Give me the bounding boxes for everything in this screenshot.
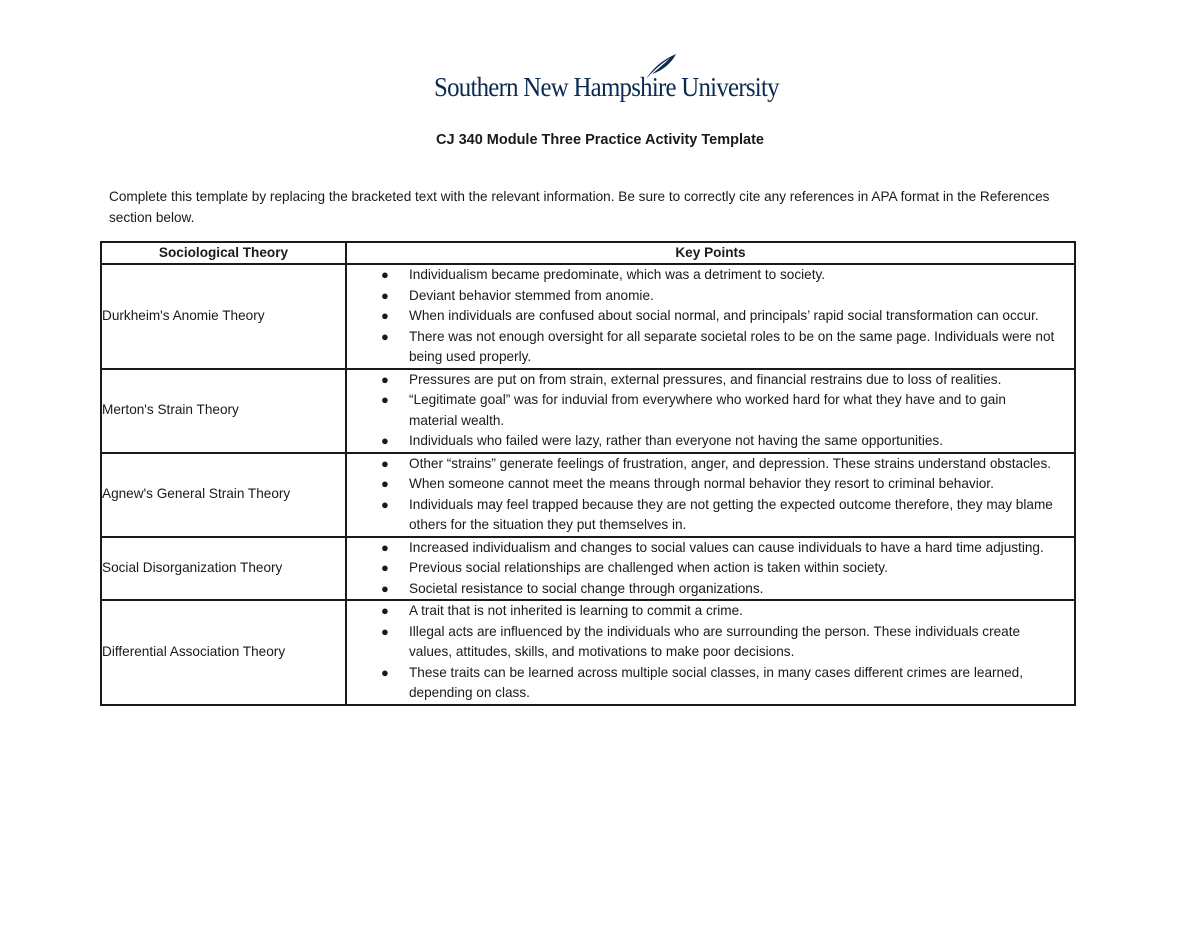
key-points-list [347, 601, 1074, 704]
key-points-cell [346, 537, 1075, 601]
header-sociological-theory: Sociological Theory [101, 242, 346, 264]
key-point-text: Individualism became predominate, which was a detriment to society. [409, 267, 826, 282]
key-point-text: Societal resistance to social change through organizations. [409, 580, 764, 596]
key-point-text: Individuals may feel trapped because they are not getting the expected outcome therefore, they may blame others for the situation they put themselves in. [409, 496, 1053, 532]
key-point-item [347, 601, 1074, 622]
header-key-points: Key Points [346, 242, 1075, 264]
bullet-icon: ● [381, 664, 389, 680]
table-row [101, 600, 1075, 705]
key-point-text: When individuals are confused about social normal, and principals’ rapid social transformation can occur. [409, 308, 1039, 323]
key-points-cell [346, 369, 1075, 453]
key-point-text: Illegal acts are influenced by the individuals who are surrounding the person. These individuals create values, attitudes, skills, and motivations to make poor decisions. [409, 623, 1021, 659]
key-point-text: Individuals who failed were lazy, rather than everyone not having the same opportunities. [409, 433, 943, 448]
key-point-item [347, 265, 1074, 286]
key-points-cell [346, 264, 1075, 369]
key-point-item [347, 370, 1074, 391]
key-point-item [347, 474, 1074, 495]
key-point-item [347, 390, 1074, 431]
logo-wordmark: Southern New Hampshire University [434, 72, 779, 102]
key-points-cell [346, 600, 1075, 705]
table-row [101, 453, 1075, 537]
key-point-text: These traits can be learned across multiple social classes, in many cases different crimes are learned, depending on class. [409, 664, 1024, 700]
key-point-item [347, 431, 1074, 452]
key-point-item [347, 306, 1074, 327]
key-points-list [347, 454, 1074, 536]
theory-name-cell: Merton's Strain Theory [101, 369, 346, 453]
bullet-icon: ● [381, 623, 389, 639]
key-point-item [347, 663, 1074, 704]
key-point-item [347, 579, 1074, 600]
bullet-icon: ● [381, 539, 389, 555]
key-point-text: Previous social relationships are challenged when action is taken within society. [409, 560, 888, 575]
bullet-icon: ● [381, 580, 389, 596]
key-points-list [347, 370, 1074, 452]
key-points-list [347, 265, 1074, 368]
key-point-text: Increased individualism and changes to social values can cause individuals to have a hard time adjusting. [409, 539, 1044, 555]
bullet-icon: ● [381, 496, 389, 512]
bullet-icon: ● [381, 287, 389, 303]
instructions-paragraph: Complete this template by replacing the bracketed text with the relevant information. Be sure to correctly cite any references in APA format in the References section below. [109, 189, 1050, 225]
key-point-item [347, 327, 1074, 368]
bullet-icon: ● [381, 371, 389, 387]
key-point-item [347, 454, 1074, 475]
key-point-text: “Legitimate goal” was for induvial from everywhere who worked hard for what they have and to gain material wealth. [409, 392, 1006, 428]
bullet-icon: ● [381, 603, 389, 618]
theory-name-cell: Social Disorganization Theory [101, 537, 346, 601]
theory-name-cell: Durkheim's Anomie Theory [101, 264, 346, 369]
key-points-cell [346, 453, 1075, 537]
key-point-item [347, 538, 1074, 559]
bullet-icon: ● [381, 267, 389, 282]
key-point-text: Pressures are put on from strain, external pressures, and financial restrains due to loss of realities. [409, 371, 1002, 387]
bullet-icon: ● [381, 476, 389, 491]
key-point-text: When someone cannot meet the means through normal behavior they resort to criminal behavior. [409, 476, 994, 491]
theory-table [100, 241, 1076, 706]
key-point-item [347, 495, 1074, 536]
bullet-icon: ● [381, 308, 389, 323]
table-row [101, 537, 1075, 601]
key-point-text: A trait that is not inherited is learning to commit a crime. [409, 603, 743, 618]
theory-name-cell: Agnew's General Strain Theory [101, 453, 346, 537]
table-row [101, 264, 1075, 369]
key-point-item [347, 622, 1074, 663]
theory-name-cell: Differential Association Theory [101, 600, 346, 705]
bullet-icon: ● [381, 455, 389, 471]
table-row [101, 369, 1075, 453]
key-point-text: There was not enough oversight for all separate societal roles to be on the same page. Individuals were not being used properly. [409, 328, 1055, 364]
key-points-list [347, 538, 1074, 600]
document-title: CJ 340 Module Three Practice Activity Template [436, 132, 764, 148]
bullet-icon: ● [381, 433, 389, 448]
bullet-icon: ● [381, 328, 389, 344]
key-point-text: Deviant behavior stemmed from anomie. [409, 287, 654, 303]
university-logo [434, 52, 779, 104]
key-point-text: Other “strains” generate feelings of frustration, anger, and depression. These strains understand obstacles. [409, 455, 1052, 471]
bullet-icon: ● [381, 560, 389, 575]
table-header-row [101, 242, 1075, 264]
table-body [101, 264, 1075, 705]
key-point-item [347, 286, 1074, 307]
bullet-icon: ● [381, 392, 389, 407]
key-point-item [347, 558, 1074, 579]
